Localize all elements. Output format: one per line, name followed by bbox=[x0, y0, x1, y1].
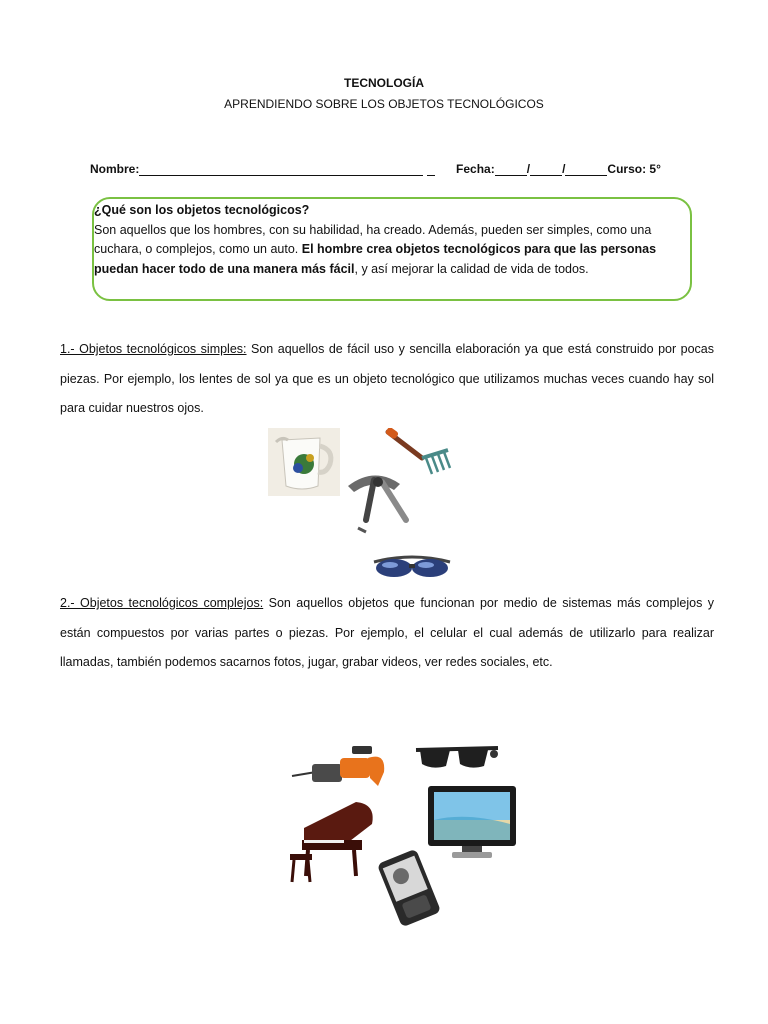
date-year-blank bbox=[565, 162, 607, 176]
name-blank-tail bbox=[427, 162, 435, 176]
date-month-blank bbox=[530, 162, 562, 176]
intro-text bbox=[94, 221, 690, 280]
camera-glasses-image bbox=[414, 742, 500, 774]
section-complex-paragraph bbox=[60, 589, 714, 678]
grand-piano-image bbox=[286, 800, 378, 886]
intro-box bbox=[92, 197, 692, 301]
course-label: Curso: 5° bbox=[607, 162, 661, 176]
date-label: Fecha: bbox=[456, 162, 495, 176]
section-complex-heading: 2.- Objetos tecnológicos complejos: bbox=[60, 596, 264, 610]
power-drill-image bbox=[290, 742, 390, 790]
sunglasses-image bbox=[372, 548, 452, 586]
intro-text-part1: Son aquellos que los hombres, con su habilidad, ha creado. Además, pueden ser simples, como una cuchara, o complejos, como un auto. bbox=[94, 222, 652, 256]
intro-question: ¿Qué son los objetos tecnológicos? bbox=[94, 203, 310, 217]
mug-image bbox=[268, 428, 340, 496]
date-separator: / bbox=[562, 162, 566, 176]
name-blank-line bbox=[139, 162, 423, 176]
section-simple-body: Son aquellos de fácil uso y sencilla elaboración ya que está construido por pocas piezas. Por ejemplo, los lentes de sol ya que es un objeto tecnológico que utilizamos muchas veces cuando hay sol para cuidar nuestros ojos. bbox=[60, 342, 714, 415]
section-simple-heading: 1.- Objetos tecnológicos simples: bbox=[60, 342, 247, 356]
section-simple-paragraph bbox=[60, 335, 714, 424]
date-separator: / bbox=[526, 162, 531, 176]
page-title: TECNOLOGÍA bbox=[344, 76, 424, 90]
page-subtitle: APRENDIENDO SOBRE LOS OBJETOS TECNOLÓGICOS bbox=[224, 97, 544, 111]
name-label: Nombre: bbox=[90, 162, 140, 176]
intro-text-part2: , y así mejorar la calidad de vida de todos. bbox=[354, 261, 589, 276]
student-form-row bbox=[90, 162, 690, 176]
mobile-phone-image bbox=[372, 850, 446, 926]
nutcracker-image bbox=[344, 462, 414, 534]
intro-text-bold: El hombre crea objetos tecnológicos para que las personas puedan hacer todo de una manera más fácil bbox=[94, 242, 657, 276]
date-day-blank bbox=[495, 162, 527, 176]
section-complex-body: Son aquellos objetos que funcionan por medio de sistemas más complejos y están compuestos por varias partes o piezas. Por ejemplo, el celular el cual además de utilizarlo para realizar llamadas, también podemos sacarnos fotos, jugar, grabar videos, ver redes sociales, etc. bbox=[60, 596, 715, 669]
